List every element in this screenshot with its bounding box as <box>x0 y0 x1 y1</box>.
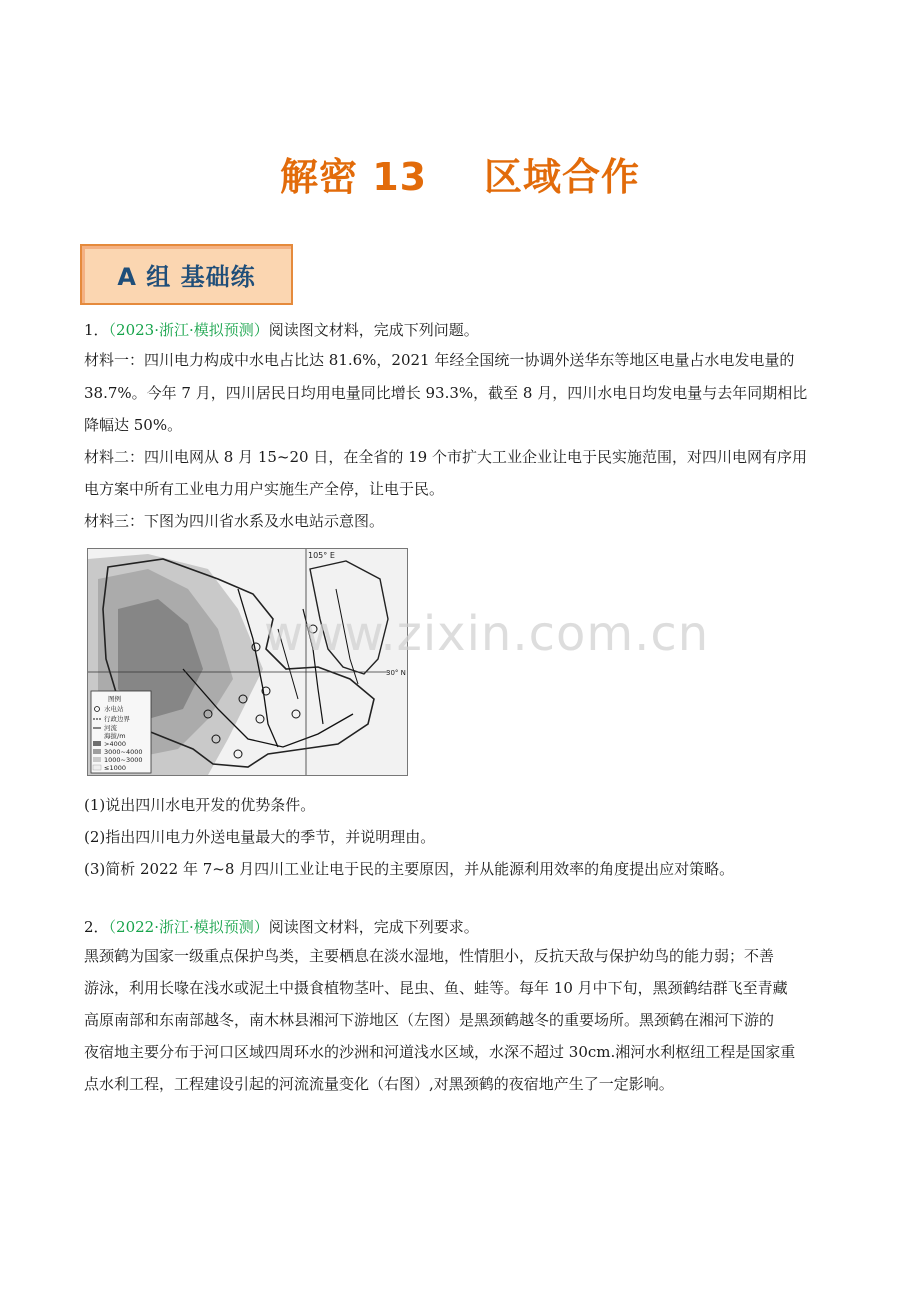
q2-paragraph-line4: 夜宿地主要分布于河口区域四周环水的沙洲和河道浅水区域，水深不超过 30cm.湘河水利枢纽工程是国家重 <box>84 1043 796 1061</box>
legend-hydro-station: 水电站 <box>104 705 124 713</box>
legend-title: 图例 <box>108 695 121 703</box>
legend-elev-3000-4000: 3000~4000 <box>104 748 143 756</box>
q1-material2-line2: 电方案中所有工业电力用户实施生产全停，让电于民。 <box>84 480 445 498</box>
q1-subquestion-3: (3)简析 2022 年 7~8 月四川工业让电于民的主要原因，并从能源利用效率的角度提出应对策略。 <box>84 860 735 878</box>
legend-elev-1000-3000: 1000~3000 <box>104 756 143 764</box>
q1-source: （2023·浙江·模拟预测） <box>108 321 269 339</box>
watermark: www.zixin.com.cn <box>264 606 710 662</box>
q1-intro: 阅读图文材料，完成下列问题。 <box>268 321 479 339</box>
map-drawing <box>88 549 407 775</box>
legend-elev-under-1000: ≤1000 <box>104 764 126 772</box>
group-a-label: A 组 基础练 <box>117 263 256 291</box>
legend-river: 河流 <box>104 724 117 732</box>
q1-material3: 材料三：下图为四川省水系及水电站示意图。 <box>84 512 385 530</box>
q2-paragraph-line1: 黑颈鹤为国家一级重点保护鸟类，主要栖息在淡水湿地，性情胆小，反抗天敌与保护幼鸟的能力弱；不善 <box>84 947 775 965</box>
sichuan-hydro-map <box>87 548 408 776</box>
q1-material1-line1: 材料一：四川电力构成中水电占比达 81.6%，2021 年经全国统一协调外送华东等地区电量占水电发电量的 <box>84 351 795 369</box>
q1-material1-line3: 降幅达 50%。 <box>84 416 183 434</box>
lon-label: 105° E <box>308 551 335 560</box>
q2-paragraph-line5: 点水利工程，工程建设引起的河流流量变化（右图）,对黑颈鹤的夜宿地产生了一定影响。 <box>84 1075 674 1093</box>
q1-material2-line1: 材料二：四川电网从 8 月 15~20 日，在全省的 19 个市扩大工业企业让电于民实施范围，对四川电网有序用 <box>84 448 807 466</box>
q1-header <box>84 320 840 340</box>
q1-material1-line2: 38.7%。今年 7 月，四川居民日均用电量同比增长 93.3%，截至 8 月，四川水电日均发电量与去年同期相比 <box>84 384 808 402</box>
q2-paragraph-line2: 游泳，利用长喙在浅水或泥土中摄食植物茎叶、昆虫、鱼、蛙等。每年 10 月中下旬，黑颈鹤结群飞至青藏 <box>84 979 788 997</box>
page-title: 解密 13 区域合作 <box>279 155 641 199</box>
q2-intro: 阅读图文材料，完成下列要求。 <box>268 918 479 936</box>
q2-paragraph-line3: 高原南部和东南部越冬，南木林县湘河下游地区（左图）是黑颈鹤越冬的重要场所。黑颈鹤在湘河下游的 <box>84 1011 775 1029</box>
legend-elev-4000plus: >4000 <box>104 740 126 748</box>
q2-number: 2． <box>84 918 109 936</box>
q1-subquestion-1: (1)说出四川水电开发的优势条件。 <box>84 796 316 814</box>
q2-header <box>84 917 840 937</box>
group-a-header <box>80 244 293 305</box>
q2-source: （2022·浙江·模拟预测） <box>108 918 269 936</box>
lat-label: 30° N <box>386 669 406 677</box>
q1-number: 1． <box>84 321 109 339</box>
q1-subquestion-2: (2)指出四川电力外送电量最大的季节，并说明理由。 <box>84 828 436 846</box>
legend-admin-boundary: 行政边界 <box>104 715 130 723</box>
legend-elevation: 海拔/m <box>104 732 126 740</box>
